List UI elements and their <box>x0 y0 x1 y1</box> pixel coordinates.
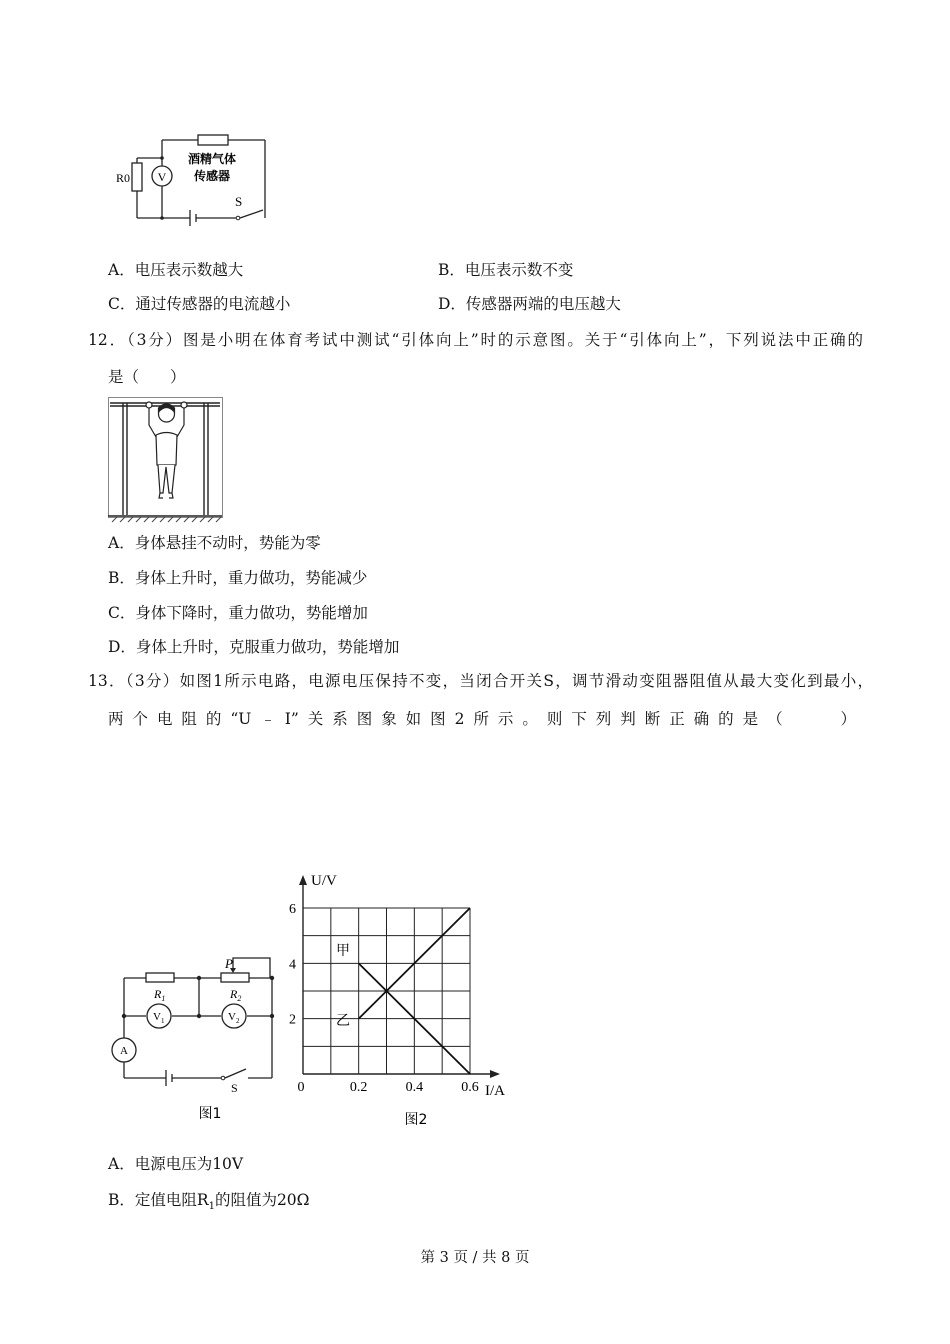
alcohol-sensor-circuit-figure <box>110 130 280 230</box>
chart-x-axis-label: I/A <box>485 1083 505 1099</box>
x-tick-label: 0 <box>297 1080 305 1095</box>
pull-up-figure <box>108 397 224 523</box>
chart-series-label-jia: 甲 <box>336 943 350 959</box>
sensor-label-line2: 传感器 <box>193 169 231 183</box>
fig1-r1-label: $R_1$ <box>154 987 166 1003</box>
q12-option-c: C．身体下降时，重力做功，势能增加 <box>108 604 368 622</box>
sensor-label-line1: 酒精气体 <box>187 152 237 166</box>
chart-ticks <box>289 902 479 1095</box>
y-tick-label: 6 <box>289 902 296 917</box>
x-tick-label: 0.2 <box>349 1080 368 1095</box>
r0-label: R0 <box>116 171 131 185</box>
x-axis-arrow <box>490 1070 500 1078</box>
q13-option-b: B．定值电阻$R_1$的阻值为20Ω <box>108 1191 310 1213</box>
voltmeter-label: V <box>157 170 167 184</box>
q12-option-b: B．身体上升时，重力做功，势能减少 <box>108 569 368 587</box>
fig1-caption: 图1 <box>198 1106 222 1122</box>
q11-option-a: A．电压表示数越大 <box>108 261 244 279</box>
y-tick-label: 2 <box>289 1012 296 1028</box>
q12-stem-line2: 是（ ） <box>108 368 186 386</box>
q13-stem-line1: 13．（3分）如图1所示电路，电源电压保持不变，当闭合开关S，调节滑动变阻器阻值从最大变化到最小， <box>88 672 873 690</box>
x-tick-label: 0.6 <box>461 1080 479 1095</box>
q13-stem-line2: 两个电阻的“U﹣I”关系图象如图2所示。则下列判断正确的是（ ） <box>108 710 856 728</box>
switch-label: S <box>235 194 243 209</box>
chart-caption: 图2 <box>404 1112 428 1128</box>
chart-y-axis-label: U/V <box>311 873 337 889</box>
q11-option-d: D．传感器两端的电压越大 <box>438 295 621 313</box>
q12-option-a: A．身体悬挂不动时，势能为零 <box>108 534 321 552</box>
page-footer: 第 3 页 / 共 8 页 <box>420 1250 530 1266</box>
fig2-ui-chart <box>280 865 520 1135</box>
fig1-switch-label: S <box>231 1081 238 1095</box>
fig1-p-label: P <box>225 956 233 971</box>
fig1-v2-label: $V_2$ <box>228 1011 240 1025</box>
fig1-v1-label: $V_1$ <box>153 1011 165 1025</box>
q12-option-d: D．身体上升时，克服重力做功，势能增加 <box>108 638 400 656</box>
x-tick-label: 0.4 <box>405 1080 424 1095</box>
q13-option-a: A．电源电压为10V <box>108 1155 244 1173</box>
fig1-ammeter-label: A <box>120 1045 128 1057</box>
y-axis-arrow <box>299 875 307 885</box>
q12-stem-line1: 12．（3分）图是小明在体育考试中测试“引体向上”时的示意图。关于“引体向上”，下列说法中正确的 <box>88 331 863 349</box>
q11-option-b: B．电压表示数不变 <box>438 261 574 279</box>
fig1-circuit <box>106 950 286 1130</box>
y-tick-label: 4 <box>289 957 296 973</box>
q11-option-c: C．通过传感器的电流越小 <box>108 295 291 313</box>
fig1-r2-label: $R_2$ <box>230 987 242 1003</box>
chart-series-label-yi: 乙 <box>336 1013 350 1029</box>
